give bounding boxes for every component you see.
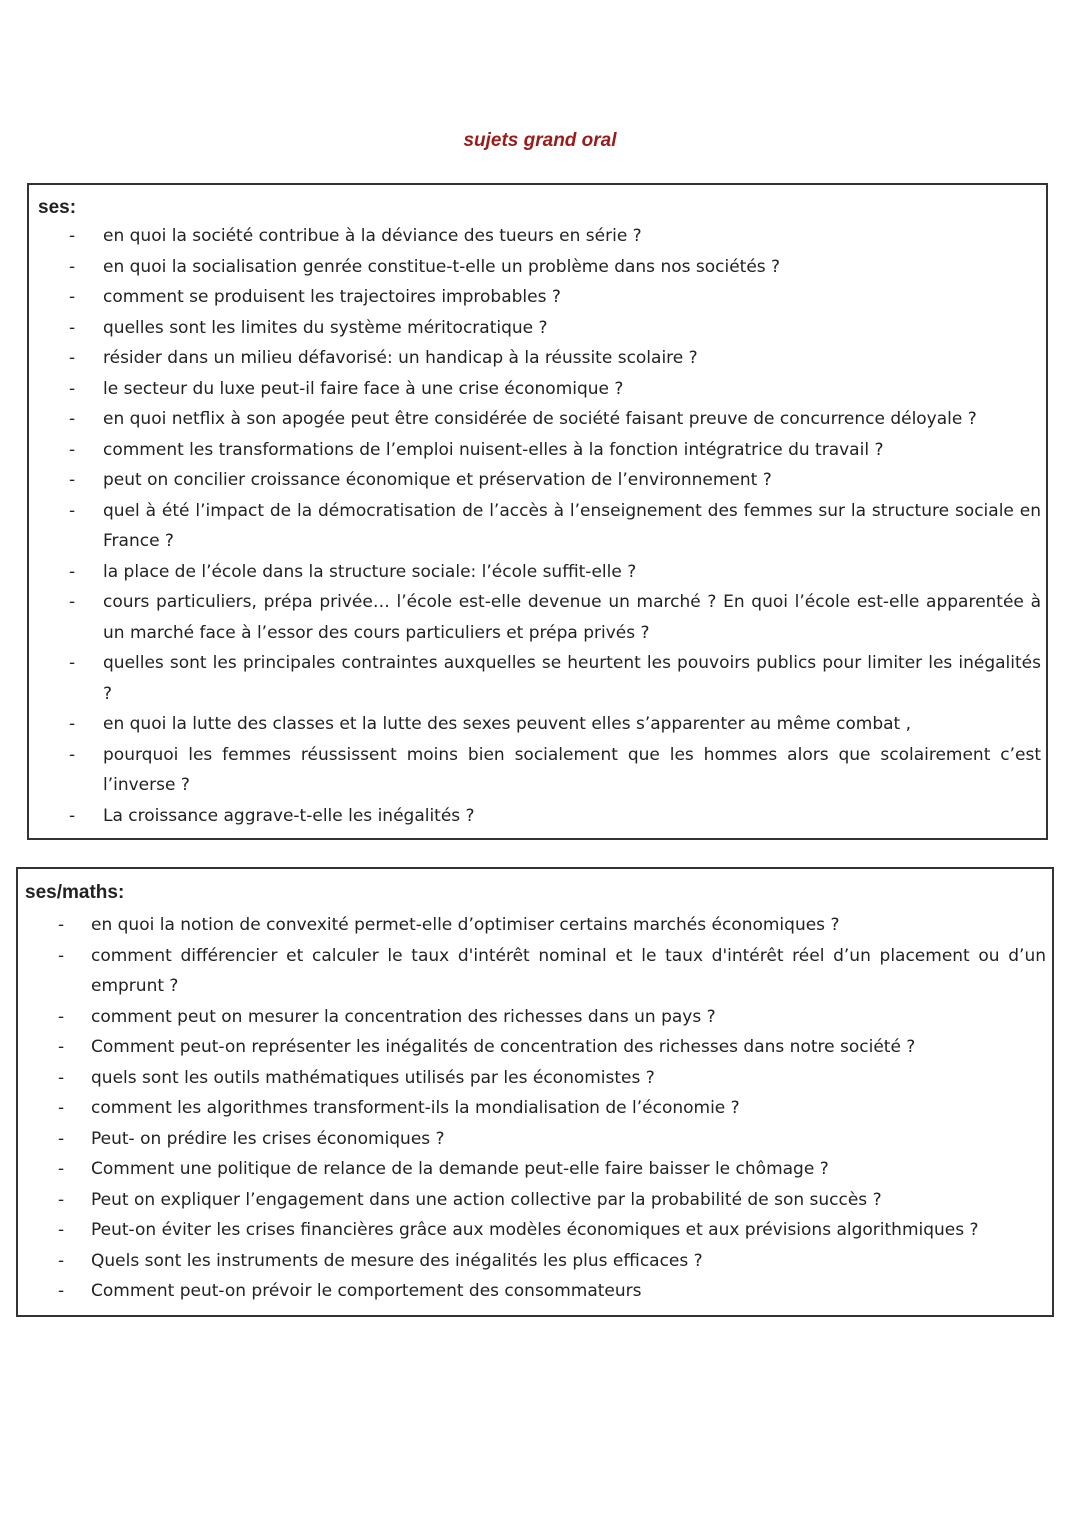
list-item [29,465,1041,496]
section-heading-ses-maths: ses/maths: [25,882,125,903]
bullet-dash: - [69,226,76,246]
list-item [18,1032,1046,1063]
bullet-dash: - [69,348,76,368]
list-item [29,801,1041,832]
list-item [18,1246,1046,1277]
bullet-dash: - [69,744,76,765]
topic-text: peut on concilier croissance économique et préservation de l’environnement ? [103,470,772,490]
topic-text: Peut on expliquer l’engagement dans une action collective par la probabilité de son succès ? [91,1189,882,1210]
topic-text: en quoi la lutte des classes et la lutte des sexes peuvent elles s’apparenter au même combat , [103,714,912,734]
list-item [18,1063,1046,1094]
list-item [18,941,1046,1002]
list-item [29,709,1041,740]
bullet-dash: - [69,256,76,277]
bullet-dash: - [58,945,65,966]
topic-text: comment peut on mesurer la concentration des richesses dans un pays ? [91,1006,716,1027]
list-item [18,1124,1046,1155]
bullet-dash: - [69,561,76,582]
bullet-dash: - [58,1159,65,1179]
topic-text: Comment peut-on représenter les inégalités de concentration des richesses dans notre société ? [91,1037,916,1057]
topic-text: en quoi netflix à son apogée peut être considérée de société faisant preuve de concurrence déloyale ? [103,409,977,429]
list-item [29,404,1041,435]
bullet-dash: - [69,287,76,307]
bullet-dash: - [58,1250,65,1271]
topic-list-ses-maths [18,910,1046,1307]
bullet-dash: - [58,1220,65,1240]
list-item [18,1185,1046,1216]
topic-text: en quoi la notion de convexité permet-elle d’optimiser certains marchés économiques ? [91,915,840,935]
bullet-dash: - [69,439,76,460]
topic-text: comment les transformations de l’emploi nuisent-elles à la fonction intégratrice du travail ? [103,439,884,460]
list-item [29,496,1041,557]
list-item [18,1002,1046,1033]
list-item [29,648,1041,709]
topic-text: quels sont les outils mathématiques utilisés par les économistes ? [91,1067,655,1088]
list-item [18,1276,1046,1307]
bullet-dash: - [69,805,76,826]
bullet-dash: - [69,317,76,338]
list-item [18,910,1046,941]
topic-text: en quoi la socialisation genrée constitue-t-elle un problème dans nos sociétés ? [103,256,781,277]
bullet-dash: - [58,1067,65,1088]
topic-text: Peut- on prédire les crises économiques ? [91,1128,445,1149]
topic-text: Comment une politique de relance de la demande peut-elle faire baisser le chômage ? [91,1159,829,1179]
topic-text: le secteur du luxe peut-il faire face à une crise économique ? [103,378,624,399]
list-item [29,252,1041,283]
topic-text: Quels sont les instruments de mesure des inégalités les plus efficaces ? [91,1250,703,1271]
section-heading-ses: ses: [38,197,77,218]
list-item [29,557,1041,588]
topic-text: comment les algorithmes transforment-ils la mondialisation de l’économie ? [91,1098,740,1118]
topic-text: quel à été l’impact de la démocratisation de l’accès à l’enseignement des femmes sur la structure sociale en France ? [103,500,1041,551]
bullet-dash: - [58,1006,65,1027]
bullet-dash: - [69,409,76,429]
bullet-dash: - [58,1098,65,1118]
topic-text: cours particuliers, prépa privée… l’école est-elle devenue un marché ? En quoi l’école est-elle apparentée à un marché face à l’essor des cours particuliers et prépa privés ? [103,592,1041,643]
list-item [29,740,1041,801]
bullet-dash: - [69,378,76,399]
topic-text: comment se produisent les trajectoires improbables ? [103,287,561,307]
topic-list-ses [29,221,1041,831]
list-item [29,313,1041,344]
bullet-dash: - [58,1128,65,1149]
list-item [18,1093,1046,1124]
topic-text: en quoi la société contribue à la déviance des tueurs en série ? [103,226,642,246]
topic-text: La croissance aggrave-t-elle les inégalités ? [103,805,475,826]
bullet-dash: - [69,470,76,490]
list-item [29,282,1041,313]
list-item [18,1215,1046,1246]
bullet-dash: - [69,714,76,734]
list-item [29,343,1041,374]
topic-text: quelles sont les limites du système méritocratique ? [103,317,548,338]
bullet-dash: - [58,915,65,935]
topic-text: quelles sont les principales contraintes auxquelles se heurtent les pouvoirs publics pour limiter les inégalités ? [103,653,1041,704]
topic-text: résider dans un milieu défavorisé: un handicap à la réussite scolaire ? [103,348,698,368]
page-title: sujets grand oral [463,130,617,151]
list-item [29,435,1041,466]
topic-text: comment différencier et calculer le taux d'intérêt nominal et le taux d'intérêt réel d’un placement ou d’un emprunt ? [91,945,1046,996]
bullet-dash: - [58,1189,65,1210]
bullet-dash: - [69,653,76,673]
bullet-dash: - [69,500,76,521]
bullet-dash: - [69,592,76,612]
bullet-dash: - [58,1281,65,1301]
list-item [29,587,1041,648]
topic-text: Comment peut-on prévoir le comportement des consommateurs [91,1281,642,1301]
bullet-dash: - [58,1037,65,1057]
topic-text: Peut-on éviter les crises financières grâce aux modèles économiques et aux prévisions algorithmiques ? [91,1220,979,1240]
topic-text: pourquoi les femmes réussissent moins bien socialement que les hommes alors que scolairement c’est l’inverse ? [103,744,1041,795]
topic-text: la place de l’école dans la structure sociale: l’école suffit-elle ? [103,561,637,582]
list-item [29,374,1041,405]
list-item [29,221,1041,252]
section-ses [27,183,1048,840]
list-item [18,1154,1046,1185]
section-ses-maths [16,867,1054,1317]
